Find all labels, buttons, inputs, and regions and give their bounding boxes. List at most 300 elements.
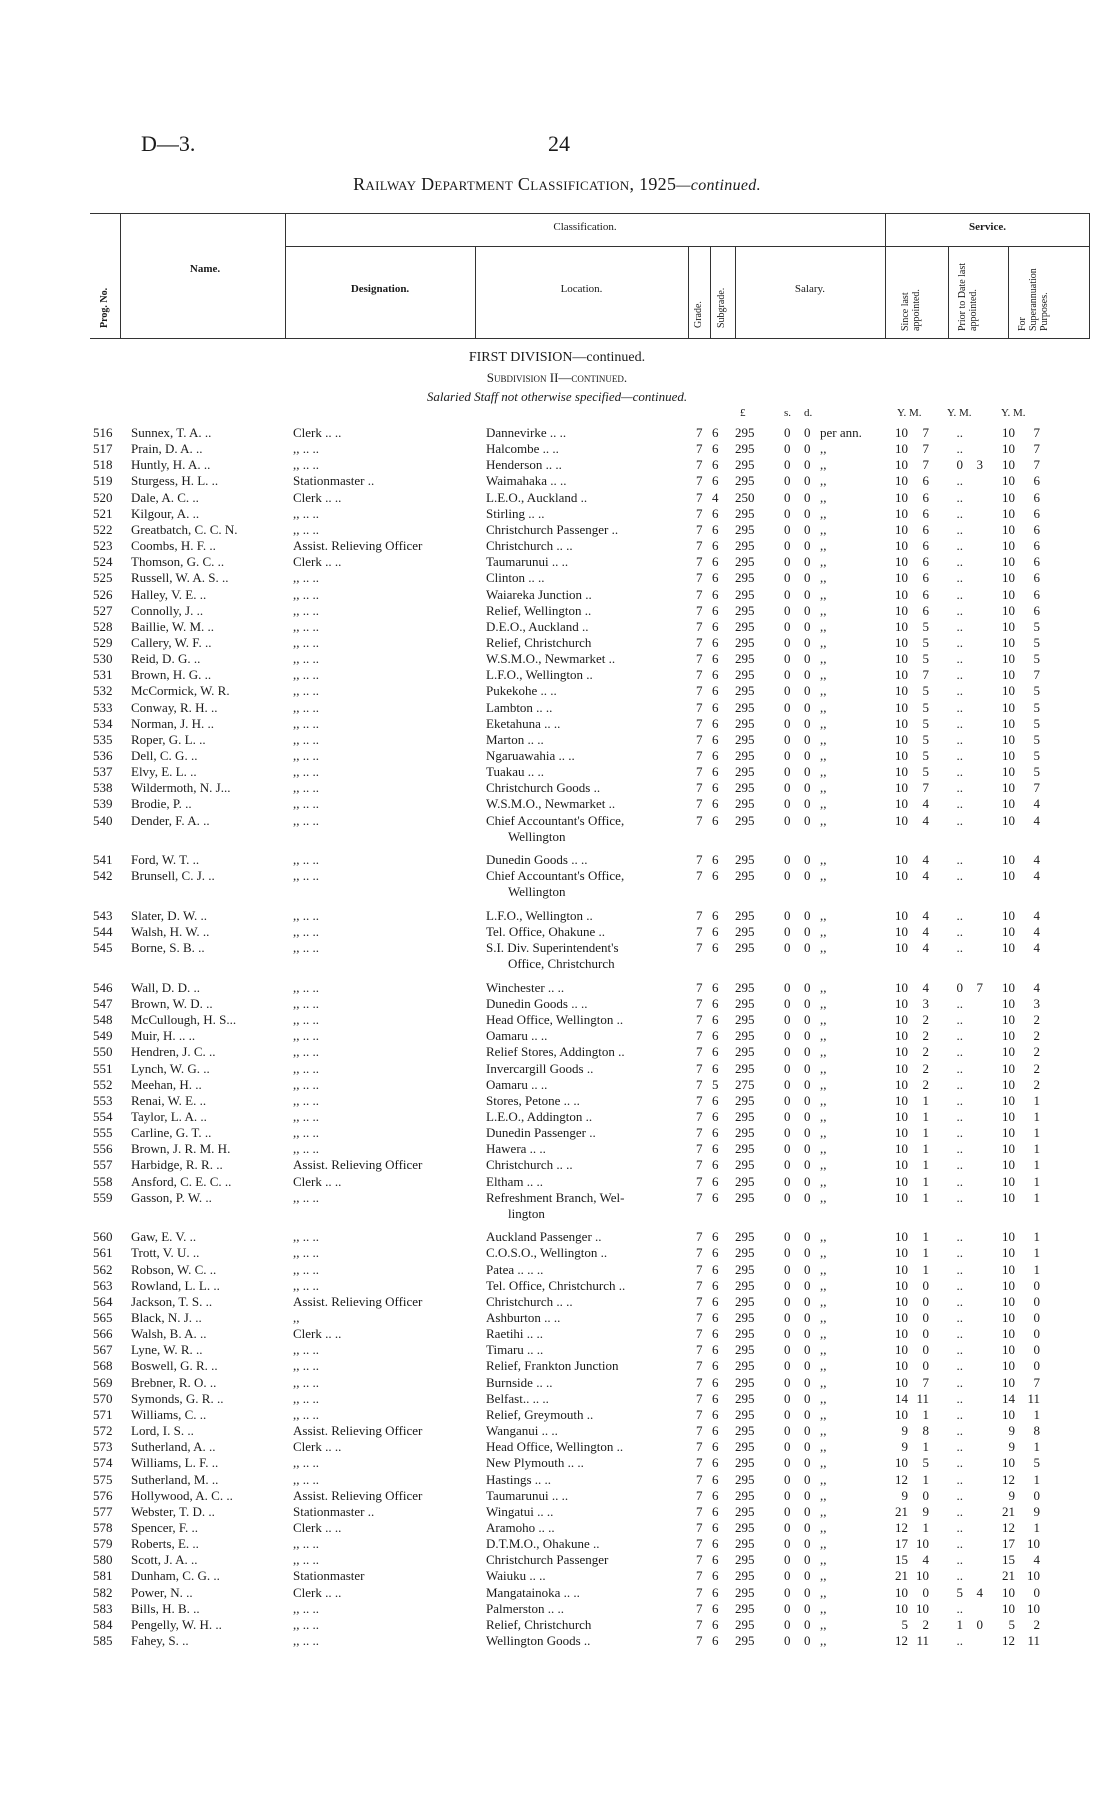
cell-des: ,, .. .. [293, 1616, 319, 1632]
cell-s: 0 [784, 1568, 791, 1584]
cell-no: 550 [93, 1044, 113, 1060]
cell-py: .. [956, 1519, 963, 1535]
cell-py: .. [956, 1189, 963, 1205]
cell-py: 0 [956, 457, 963, 473]
cell-name: Thomson, G. C. .. [131, 554, 225, 570]
cell-uy: 10 [1002, 586, 1015, 602]
table-row [0, 1310, 1114, 1325]
cell-uy: 10 [1002, 667, 1015, 683]
cell-s: 0 [784, 570, 791, 586]
cell-uy: 10 [1002, 748, 1015, 763]
cell-uy: 10 [1002, 924, 1015, 940]
cell-pd: 295 [735, 618, 755, 634]
cell-um: 6 [1033, 505, 1040, 521]
cell-uy: 10 [1002, 1125, 1015, 1141]
cell-sm: 4 [922, 940, 929, 956]
cell-sm: 6 [922, 586, 929, 602]
cell-name: Roberts, E. .. [131, 1536, 199, 1552]
cell-py: .. [956, 1028, 963, 1044]
table-row [0, 1044, 1114, 1059]
cell-s: 0 [784, 1633, 791, 1649]
cell-s: 0 [784, 1157, 791, 1173]
cell-name: Brunsell, C. J. .. [131, 868, 215, 884]
cell-name: Meehan, H. .. [131, 1076, 202, 1092]
cell-des: ,, [293, 1310, 300, 1326]
cell-no: 518 [93, 457, 113, 473]
cell-s: 0 [784, 505, 791, 521]
cell-name: Ford, W. T. .. [131, 852, 200, 868]
cell-name: Williams, L. F. .. [131, 1455, 219, 1471]
unit-ym-since: Y. M. [897, 407, 922, 419]
cell-um: 1 [1033, 1108, 1040, 1124]
cell-sy: 10 [895, 1342, 908, 1358]
cell-uy: 10 [1002, 618, 1015, 634]
cell-um: 7 [1033, 457, 1040, 473]
cell-no: 517 [93, 441, 113, 457]
cell-name: Connolly, J. .. [131, 602, 204, 618]
cell-py: .. [956, 1277, 963, 1293]
cell-py: .. [956, 812, 963, 828]
cell-sm: 5 [922, 1455, 929, 1471]
cell-sy: 10 [895, 1600, 908, 1616]
cell-sy: 10 [895, 748, 908, 763]
table-row [0, 1157, 1114, 1172]
table-row [0, 1375, 1114, 1390]
cell-des: ,, .. .. [293, 699, 319, 715]
cell-uy: 21 [1002, 1503, 1015, 1519]
cell-py: .. [956, 1374, 963, 1390]
cell-sg: 6 [712, 1600, 719, 1616]
cell-um: 1 [1033, 1261, 1040, 1277]
cell-um: 4 [1033, 1552, 1040, 1568]
cell-sy: 10 [895, 940, 908, 956]
cell-sg: 6 [712, 731, 719, 747]
cell-py: .. [956, 1536, 963, 1552]
cell-sy: 10 [895, 699, 908, 715]
cell-sm: 7 [922, 457, 929, 473]
cell-uy: 10 [1002, 1310, 1015, 1326]
table-row [0, 813, 1114, 828]
cell-des: Assist. Relieving Officer [293, 1157, 423, 1173]
cell-no: 522 [93, 521, 113, 537]
cell-loc: Taumarunui .. .. [486, 554, 569, 570]
cell-um: 10 [1027, 1568, 1040, 1584]
cell-des: Clerk .. .. [293, 1439, 342, 1455]
cell-loc: Oamaru .. .. [486, 1076, 548, 1092]
cell-pa: ,, [820, 618, 827, 634]
cell-s: 0 [784, 1012, 791, 1028]
cell-py: 0 [956, 979, 963, 995]
cell-g: 7 [696, 1423, 703, 1439]
cell-name: Dale, A. C. .. [131, 489, 199, 505]
table-row [0, 1141, 1114, 1156]
cell-no: 549 [93, 1028, 113, 1044]
unit-pound: £ [740, 407, 746, 419]
header-location: Location. [560, 283, 603, 295]
cell-g: 7 [696, 699, 703, 715]
cell-um: 0 [1033, 1310, 1040, 1326]
cell-pa: ,, [820, 1245, 827, 1261]
cell-pa: ,, [820, 586, 827, 602]
cell-sy: 10 [895, 1141, 908, 1157]
cell-des: ,, .. .. [293, 868, 319, 884]
cell-sm: 2 [922, 1076, 929, 1092]
cell-py: .. [956, 1633, 963, 1649]
cell-uy: 10 [1002, 602, 1015, 618]
cell-pd: 295 [735, 1374, 755, 1390]
cell-uy: 10 [1002, 1326, 1015, 1342]
cell-d: 0 [804, 780, 811, 796]
cell-loc: Hawera .. .. [486, 1141, 546, 1157]
cell-loc: Dunedin Goods .. .. [486, 995, 588, 1011]
cell-des: ,, .. .. [293, 570, 319, 586]
cell-uy: 10 [1002, 699, 1015, 715]
cell-sm: 0 [922, 1293, 929, 1309]
cell-loc: Timaru .. .. [486, 1342, 544, 1358]
cell-sy: 10 [895, 764, 908, 780]
cell-uy: 10 [1002, 1374, 1015, 1390]
cell-sg: 6 [712, 441, 719, 457]
cell-sy: 15 [895, 1552, 908, 1568]
cell-no: 529 [93, 634, 113, 650]
cell-uy: 17 [1002, 1536, 1015, 1552]
cell-um: 5 [1033, 651, 1040, 667]
cell-uy: 10 [1002, 634, 1015, 650]
cell-uy: 9 [1008, 1423, 1015, 1439]
table-row [0, 1109, 1114, 1124]
cell-py: .. [956, 1060, 963, 1076]
cell-py: .. [956, 1125, 963, 1141]
cell-name: Gasson, P. W. .. [131, 1189, 212, 1205]
table-row [0, 780, 1114, 795]
cell-s: 0 [784, 1092, 791, 1108]
cell-uy: 10 [1002, 570, 1015, 586]
cell-sm: 7 [922, 441, 929, 457]
cell-loc: W.S.M.O., Newmarket .. [486, 651, 616, 667]
cell-d: 0 [804, 1326, 811, 1342]
cell-name: Power, N. .. [131, 1584, 193, 1600]
cell-no: 552 [93, 1076, 113, 1092]
cell-no: 572 [93, 1423, 113, 1439]
header-name: Name. [189, 263, 221, 275]
cell-des: Clerk .. .. [293, 489, 342, 505]
table-row [0, 554, 1114, 569]
cell-loc: Wellington Goods .. [486, 1633, 591, 1649]
cell-pa: ,, [820, 1584, 827, 1600]
cell-no: 548 [93, 1012, 113, 1028]
cell-py: 1 [956, 1616, 963, 1632]
cell-pd: 295 [735, 667, 755, 683]
cell-d: 0 [804, 1076, 811, 1092]
cell-loc: L.E.O., Addington .. [486, 1108, 593, 1124]
cell-s: 0 [784, 554, 791, 570]
table-row [0, 1061, 1114, 1076]
cell-pd: 295 [735, 1326, 755, 1342]
cell-sm: 11 [916, 1390, 929, 1406]
cell-pd: 275 [735, 1076, 755, 1092]
table-row [0, 1125, 1114, 1140]
cell-py: .. [956, 748, 963, 763]
cell-um: 4 [1033, 852, 1040, 868]
cell-d: 0 [804, 1229, 811, 1245]
cell-um: 1 [1033, 1141, 1040, 1157]
cell-um: 4 [1033, 812, 1040, 828]
cell-g: 7 [696, 1519, 703, 1535]
cell-py: .. [956, 1342, 963, 1358]
cell-sm: 1 [922, 1406, 929, 1422]
cell-des: ,, .. .. [293, 1358, 319, 1374]
cell-um: 6 [1033, 521, 1040, 537]
cell-uy: 10 [1002, 1092, 1015, 1108]
cell-sy: 10 [895, 554, 908, 570]
cell-uy: 10 [1002, 1141, 1015, 1157]
cell-s: 0 [784, 618, 791, 634]
cell-sy: 10 [895, 1092, 908, 1108]
cell-g: 7 [696, 764, 703, 780]
cell-sm: 5 [922, 618, 929, 634]
cell-g: 7 [696, 554, 703, 570]
cell-sy: 10 [895, 1060, 908, 1076]
cell-des: Stationmaster .. [293, 473, 375, 489]
cell-sm: 5 [922, 699, 929, 715]
cell-sg: 6 [712, 852, 719, 868]
cell-sy: 10 [895, 995, 908, 1011]
cell-s: 0 [784, 1374, 791, 1390]
cell-uy: 10 [1002, 979, 1015, 995]
cell-d: 0 [804, 1012, 811, 1028]
cell-d: 0 [804, 1293, 811, 1309]
cell-name: Sutherland, M. .. [131, 1471, 219, 1487]
cell-des: ,, .. .. [293, 748, 319, 763]
cell-uy: 10 [1002, 1358, 1015, 1374]
cell-des: Clerk .. .. [293, 1584, 342, 1600]
cell-no: 582 [93, 1584, 113, 1600]
cell-pd: 295 [735, 586, 755, 602]
cell-d: 0 [804, 554, 811, 570]
cell-um: 1 [1033, 1519, 1040, 1535]
cell-sy: 10 [895, 1108, 908, 1124]
cell-um: 0 [1033, 1584, 1040, 1600]
cell-sg: 6 [712, 1342, 719, 1358]
cell-g: 7 [696, 1374, 703, 1390]
cell-g: 7 [696, 1568, 703, 1584]
cell-uy: 10 [1002, 1261, 1015, 1277]
cell-sy: 12 [895, 1633, 908, 1649]
cell-no: 535 [93, 731, 113, 747]
cell-py: .. [956, 796, 963, 812]
cell-name: Elvy, E. L. .. [131, 764, 197, 780]
table-row [0, 522, 1114, 537]
cell-sy: 10 [895, 1028, 908, 1044]
cell-loc: Eltham .. .. [486, 1173, 544, 1189]
table-row [0, 651, 1114, 666]
cell-py: .. [956, 1487, 963, 1503]
cell-sm: 4 [922, 979, 929, 995]
cell-s: 0 [784, 1261, 791, 1277]
cell-pa: ,, [820, 1439, 827, 1455]
cell-uy: 10 [1002, 505, 1015, 521]
cell-pd: 295 [735, 1616, 755, 1632]
cell-name: Norman, J. H. .. [131, 715, 215, 731]
cell-pd: 295 [735, 699, 755, 715]
cell-pd: 295 [735, 1455, 755, 1471]
cell-d: 0 [804, 489, 811, 505]
cell-pa: ,, [820, 570, 827, 586]
cell-s: 0 [784, 1189, 791, 1205]
cell-s: 0 [784, 1141, 791, 1157]
cell-des: ,, .. .. [293, 780, 319, 796]
cell-d: 0 [804, 979, 811, 995]
cell-sm: 1 [922, 1229, 929, 1245]
cell-loc: New Plymouth .. .. [486, 1455, 584, 1471]
cell-py: .. [956, 1261, 963, 1277]
cell-s: 0 [784, 1310, 791, 1326]
table-row [0, 1326, 1114, 1341]
cell-name: Muir, H. .. .. [131, 1028, 196, 1044]
cell-g: 7 [696, 1261, 703, 1277]
cell-s: 0 [784, 683, 791, 699]
cell-sy: 10 [895, 1157, 908, 1173]
cell-loc: Invercargill Goods .. [486, 1060, 594, 1076]
cell-pd: 295 [735, 1406, 755, 1422]
cell-sy: 10 [895, 586, 908, 602]
cell-s: 0 [784, 780, 791, 796]
cell-pm: 0 [976, 1616, 983, 1632]
cell-s: 0 [784, 425, 791, 440]
cell-uy: 10 [1002, 1076, 1015, 1092]
cell-d: 0 [804, 618, 811, 634]
cell-pd: 295 [735, 441, 755, 457]
cell-des: Clerk .. .. [293, 425, 342, 440]
cell-name: Walsh, H. W. .. [131, 924, 210, 940]
cell-sm: 0 [922, 1584, 929, 1600]
cell-pa: ,, [820, 1471, 827, 1487]
cell-loc: Waiuku .. .. [486, 1568, 546, 1584]
cell-um: 5 [1033, 764, 1040, 780]
cell-um: 0 [1033, 1358, 1040, 1374]
table-row [0, 490, 1114, 505]
cell-des: Clerk .. .. [293, 1519, 342, 1535]
cell-loc: Wingatui .. .. [486, 1503, 554, 1519]
cell-name: Scott, J. A. .. [131, 1552, 198, 1568]
cell-pd: 295 [735, 1293, 755, 1309]
cell-um: 3 [1033, 995, 1040, 1011]
cell-sm: 4 [922, 924, 929, 940]
cell-des: ,, .. .. [293, 1092, 319, 1108]
cell-s: 0 [784, 602, 791, 618]
unit-pence: d. [804, 407, 813, 419]
cell-d: 0 [804, 1633, 811, 1649]
cell-sy: 9 [901, 1439, 908, 1455]
cell-name: Borne, S. B. .. [131, 940, 205, 956]
cell-no: 541 [93, 852, 113, 868]
cell-um: 6 [1033, 602, 1040, 618]
cell-sy: 10 [895, 1374, 908, 1390]
cell-s: 0 [784, 924, 791, 940]
header-classification: Classification. [553, 221, 617, 233]
cell-py: .. [956, 441, 963, 457]
cell-sm: 6 [922, 521, 929, 537]
cell-des: ,, .. .. [293, 1471, 319, 1487]
table-row [0, 1342, 1114, 1357]
cell-pa: ,, [820, 1028, 827, 1044]
cell-g: 7 [696, 1390, 703, 1406]
cell-g: 7 [696, 1487, 703, 1503]
cell-sm: 5 [922, 764, 929, 780]
cell-pd: 295 [735, 1568, 755, 1584]
cell-sm: 7 [922, 667, 929, 683]
table-row [0, 996, 1114, 1011]
cell-g: 7 [696, 1108, 703, 1124]
cell-g: 7 [696, 1189, 703, 1205]
cell-sy: 17 [895, 1536, 908, 1552]
cell-sy: 10 [895, 473, 908, 489]
cell-loc: D.E.O., Auckland .. [486, 618, 589, 634]
cell-d: 0 [804, 1189, 811, 1205]
cell-no: 542 [93, 868, 113, 884]
cell-pd: 295 [735, 570, 755, 586]
cell-pd: 295 [735, 538, 755, 554]
cell-pa: ,, [820, 1423, 827, 1439]
cell-pa: ,, [820, 1310, 827, 1326]
cell-sy: 10 [895, 979, 908, 995]
cell-uy: 10 [1002, 764, 1015, 780]
cell-py: .. [956, 995, 963, 1011]
cell-sg: 6 [712, 1568, 719, 1584]
cell-loc-continued: Wellington [508, 884, 566, 900]
cell-sg: 6 [712, 1519, 719, 1535]
cell-sm: 1 [922, 1189, 929, 1205]
cell-sm: 5 [922, 748, 929, 763]
cell-sg: 6 [712, 538, 719, 554]
cell-no: 526 [93, 586, 113, 602]
cell-name: Sutherland, A. .. [131, 1439, 216, 1455]
cell-g: 7 [696, 618, 703, 634]
table-row [0, 748, 1114, 763]
cell-pd: 295 [735, 634, 755, 650]
cell-pd: 295 [735, 1028, 755, 1044]
cell-um: 1 [1033, 1439, 1040, 1455]
cell-uy: 21 [1002, 1568, 1015, 1584]
cell-no: 524 [93, 554, 113, 570]
cell-d: 0 [804, 1245, 811, 1261]
cell-pa: ,, [820, 780, 827, 796]
cell-g: 7 [696, 473, 703, 489]
cell-sg: 6 [712, 1406, 719, 1422]
table-row [0, 619, 1114, 634]
cell-sm: 0 [922, 1487, 929, 1503]
cell-name: Dunham, C. G. .. [131, 1568, 220, 1584]
cell-sm: 7 [922, 425, 929, 440]
cell-loc: Belfast.. .. .. [486, 1390, 549, 1406]
cell-loc: Christchurch Passenger .. [486, 521, 619, 537]
cell-sy: 10 [895, 505, 908, 521]
cell-des: ,, .. .. [293, 852, 319, 868]
cell-pa: ,, [820, 940, 827, 956]
cell-no: 520 [93, 489, 113, 505]
cell-um: 5 [1033, 683, 1040, 699]
cell-loc: Patea .. .. .. [486, 1261, 544, 1277]
cell-name: Harbidge, R. R. .. [131, 1157, 223, 1173]
cell-py: .. [956, 1503, 963, 1519]
cell-pd: 295 [735, 683, 755, 699]
cell-g: 7 [696, 570, 703, 586]
cell-sg: 6 [712, 1455, 719, 1471]
cell-s: 0 [784, 1044, 791, 1060]
cell-um: 5 [1033, 715, 1040, 731]
cell-des: ,, .. .. [293, 505, 319, 521]
cell-sg: 6 [712, 1277, 719, 1293]
